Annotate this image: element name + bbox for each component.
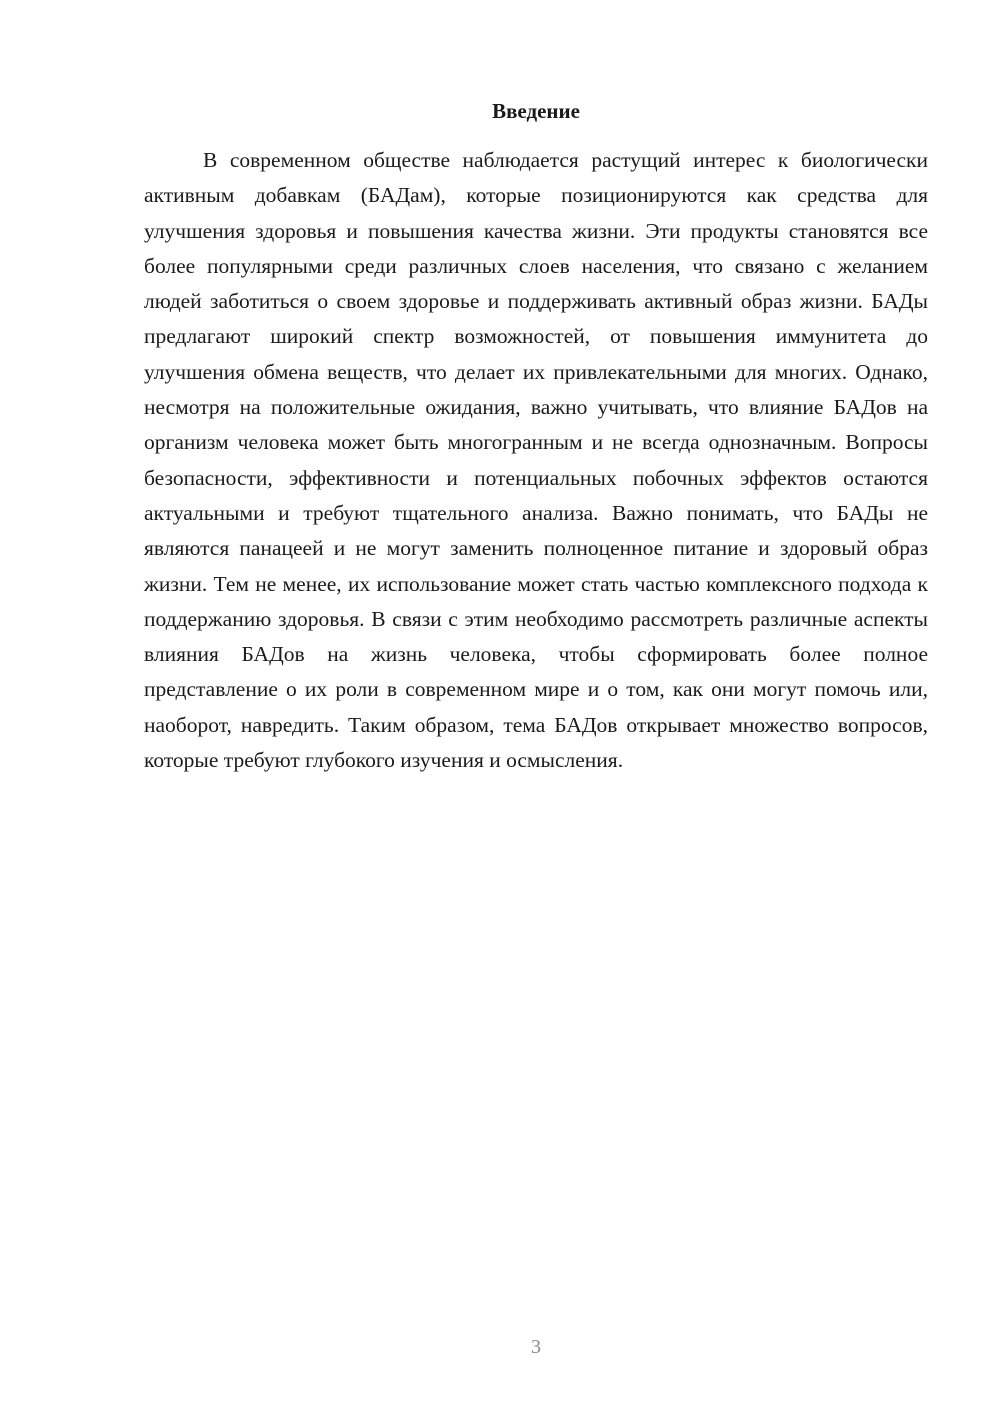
- page-number: 3: [531, 1336, 541, 1358]
- body-paragraph: В современном обществе наблюдается растущий интерес к биологически активным добавкам (БАДам), которые позиционируются как средства для улучшения здоровья и повышения качества жизни. Эти продукты становятся все более популярными среди различных слоев населения, что связано с желанием людей заботиться о своем здоровье и поддерживать активный образ жизни. БАДы предлагают широкий спектр возможностей, от повышения иммунитета до улучшения обмена веществ, что делает их привлекательными для многих. Однако, несмотря на положительные ожидания, важно учитывать, что влияние БАДов на организм человека может быть многогранным и не всегда однозначным. Вопросы безопасности, эффективности и потенциальных побочных эффектов остаются актуальными и требуют тщательного анализа. Важно понимать, что БАДы не являются панацеей и не могут заменить полноценное питание и здоровый образ жизни. Тем не менее, их использование может стать частью комплексного подхода к поддержанию здоровья. В связи с этим необходимо рассмотреть различные аспекты влияния БАДов на жизнь человека, чтобы сформировать более полное представление о их роли в современном мире и о том, как они могут помочь или, наоборот, навредить. Таким образом, тема БАДов открывает множество вопросов, которые требуют глубокого изучения и осмысления.: [144, 148, 928, 773]
- section-heading: Введение: [492, 99, 580, 123]
